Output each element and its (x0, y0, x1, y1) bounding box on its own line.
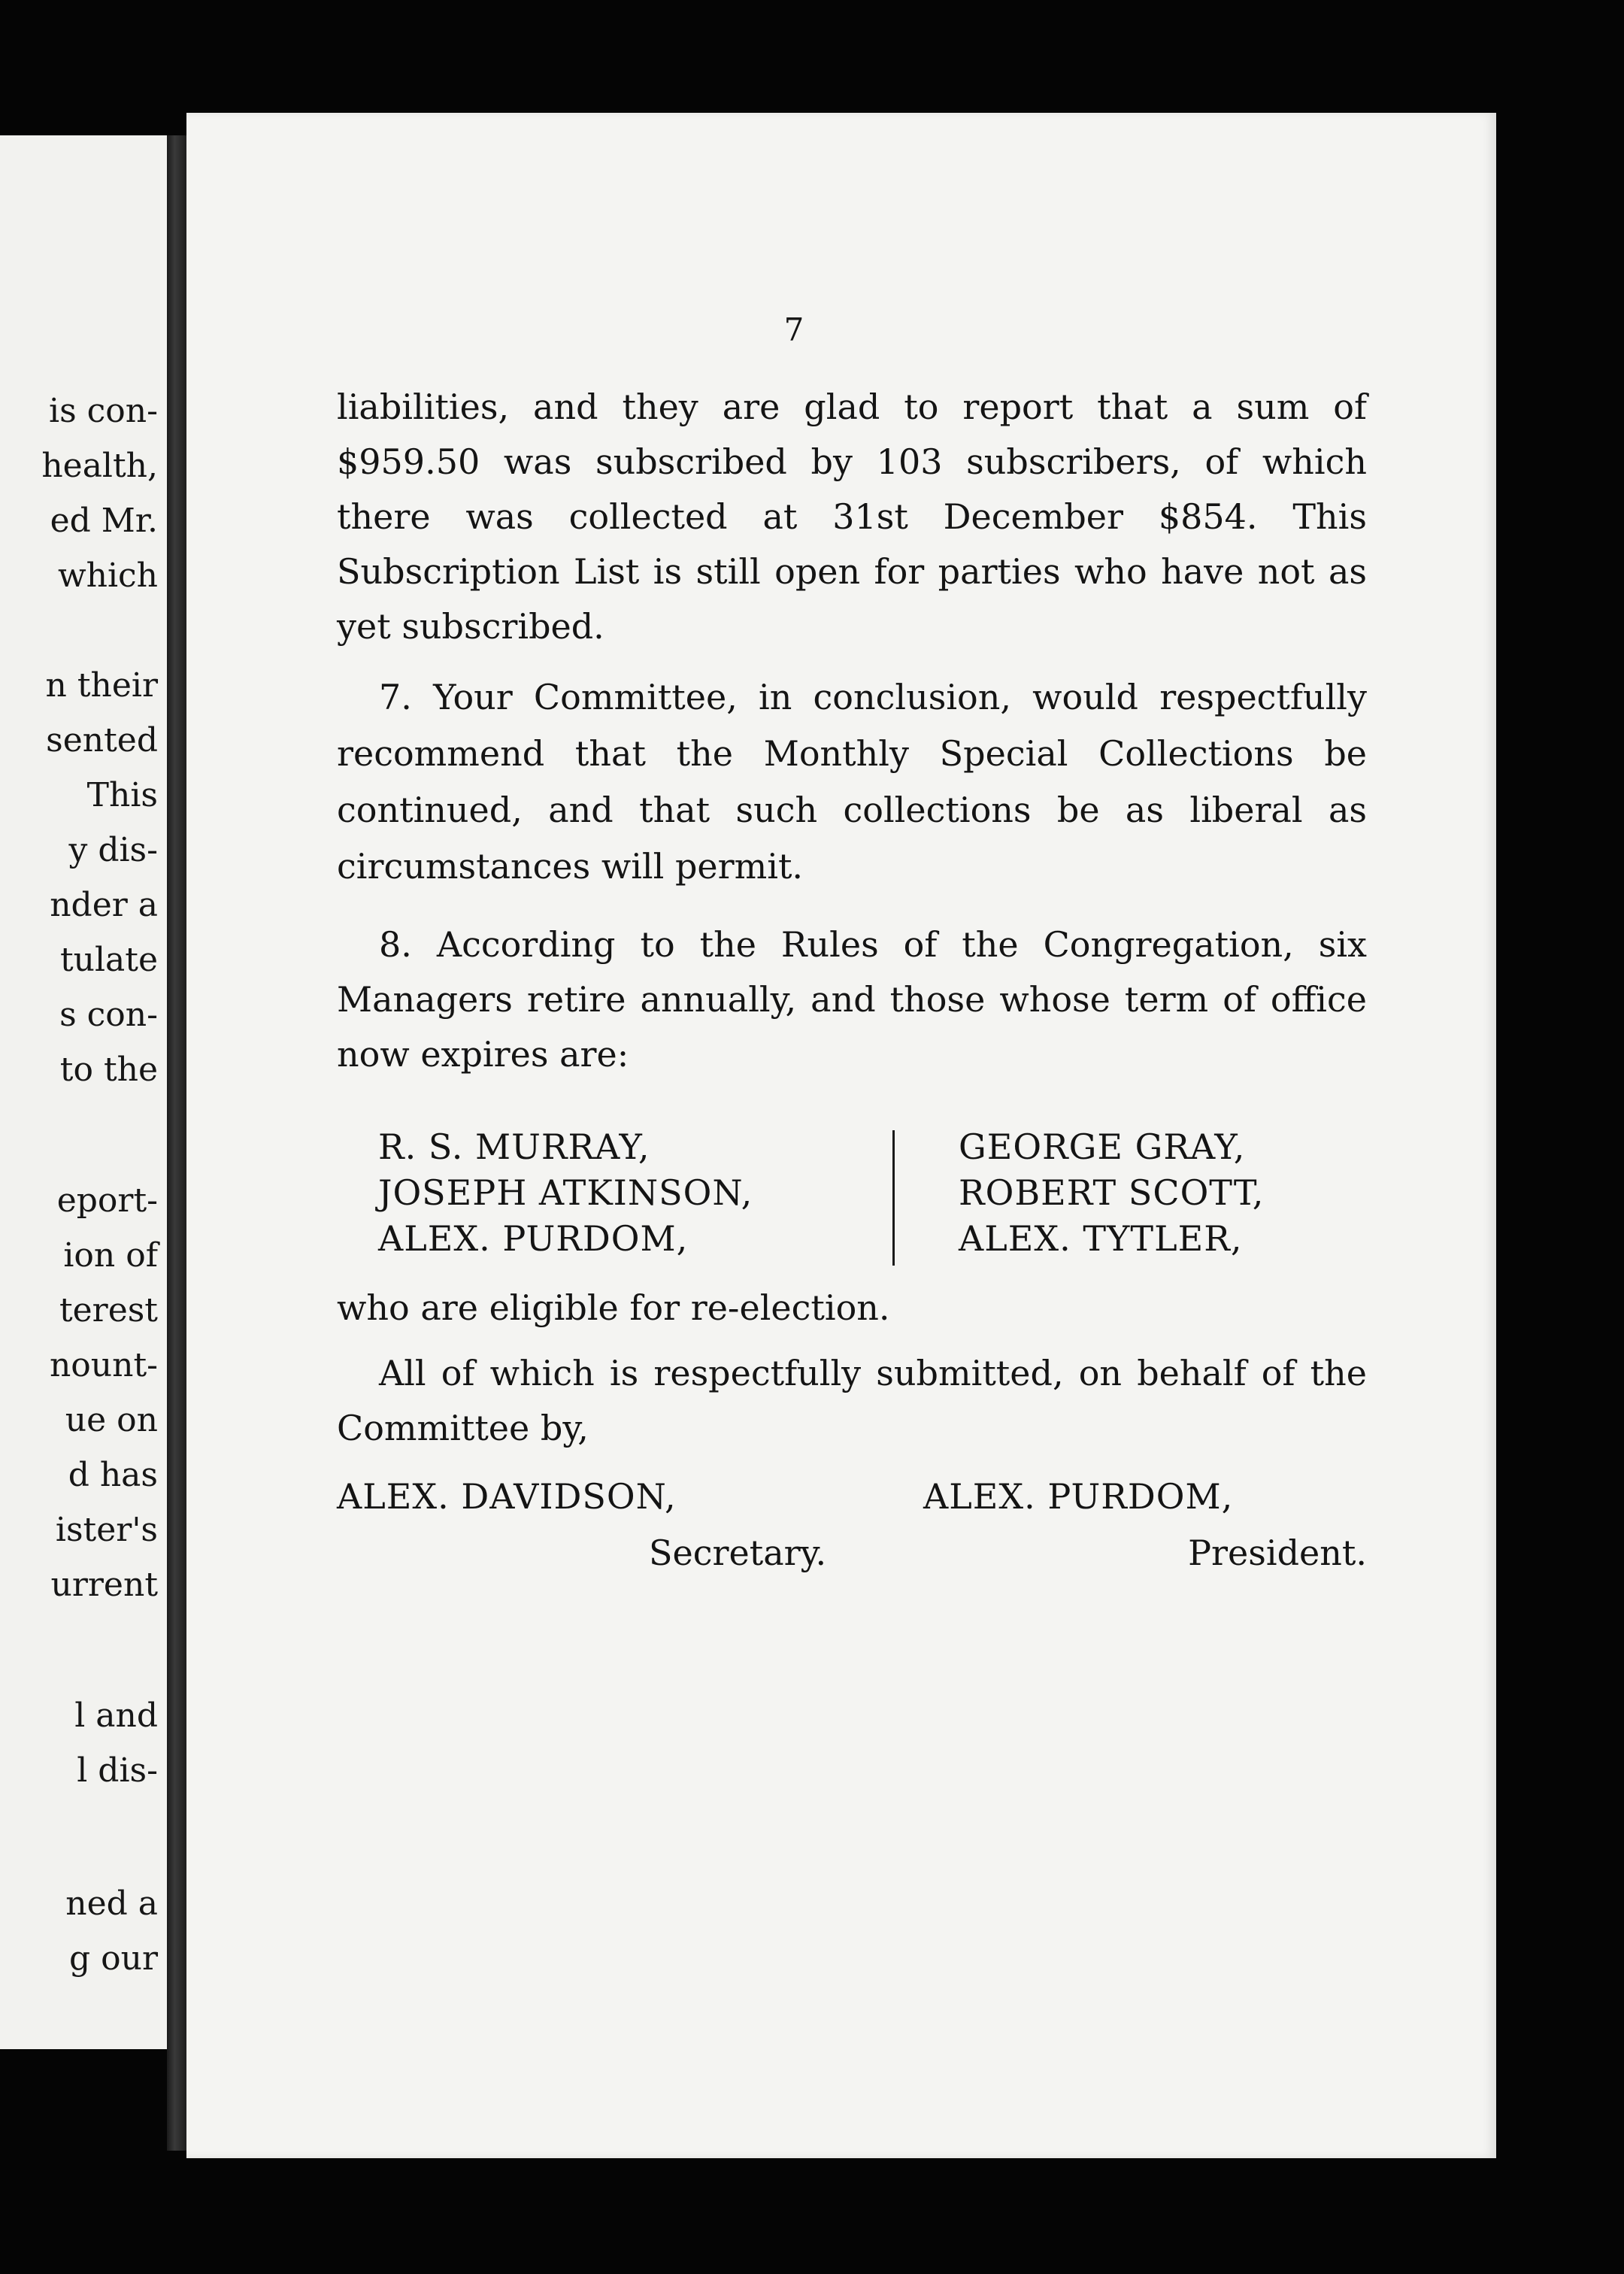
secretary-title: Secretary. (649, 1533, 827, 1573)
book-gutter (167, 135, 186, 2151)
left-line: ue on (65, 1401, 158, 1439)
page-number: 7 (783, 311, 804, 348)
report-body (337, 1346, 1367, 1456)
left-line: g our (68, 1939, 158, 1978)
report-body (337, 917, 1367, 1082)
manager-name: R. S. MURRAY, (378, 1126, 650, 1167)
signature-names (337, 1476, 1367, 1531)
left-line: health, (41, 447, 158, 485)
manager-name: ALEX. TYTLER, (959, 1218, 1243, 1259)
left-line: This (86, 776, 158, 814)
left-line: terest (59, 1291, 158, 1330)
submission-paragraph: All of which is respectfully submitted, on behalf of the Committee by, (337, 1353, 1367, 1448)
left-line: sented (46, 721, 158, 760)
left-line: ister's (55, 1511, 158, 1549)
manager-name: ALEX. PURDOM, (378, 1218, 689, 1259)
retiring-managers (378, 1124, 1371, 1271)
left-line: to the (59, 1051, 158, 1089)
left-line: d has (68, 1456, 158, 1494)
managers-left-column (378, 1124, 753, 1262)
paragraph-subscription: liabilities, and they are glad to report that a sum of $959.50 was subscribed by 103 subscribers, of which there was collected at 31st December $854. This Subscription List is still open for parties who have not as yet subscribed. (337, 387, 1367, 647)
manager-name: JOSEPH ATKINSON, (378, 1172, 753, 1213)
left-line: ion of (63, 1236, 158, 1275)
signature-titles (337, 1533, 1367, 1587)
left-line: nder a (50, 886, 158, 924)
left-line: y dis- (68, 831, 158, 869)
secretary-name: ALEX. DAVIDSON, (337, 1476, 677, 1517)
left-line: ed Mr. (50, 502, 158, 540)
paragraph-7-recommendation: 7. Your Committee, in conclusion, would respectfully recommend that the Monthly Special Collections be continued, and that such collections be as liberal as circumstances will permit. (337, 677, 1367, 887)
manager-name: GEORGE GRAY, (959, 1126, 1246, 1167)
paragraph-8-managers: 8. According to the Rules of the Congregation, six Managers retire annually, and those whose term of office now expires are: (337, 924, 1367, 1075)
left-line: tulate (59, 941, 158, 979)
left-line: l and (74, 1696, 158, 1735)
left-line: urrent (50, 1566, 158, 1604)
managers-right-column (959, 1124, 1264, 1262)
left-line: ned a (65, 1884, 158, 1923)
left-page-fragment (0, 135, 170, 2049)
left-line: which (57, 556, 158, 595)
president-name: ALEX. PURDOM, (923, 1476, 1234, 1517)
eligibility-line: who are eligible for re-election. (337, 1287, 890, 1328)
left-line: s con- (59, 996, 158, 1034)
manager-name: ROBERT SCOTT, (959, 1172, 1265, 1213)
column-divider (892, 1130, 895, 1266)
president-title: President. (1188, 1533, 1367, 1573)
left-line: n their (45, 666, 158, 705)
left-line: eport- (56, 1181, 158, 1220)
report-body (337, 669, 1367, 895)
report-body (337, 1281, 1367, 1336)
left-line: is con- (49, 392, 158, 430)
left-line: l dis- (77, 1751, 158, 1790)
left-line: nount- (49, 1346, 158, 1384)
right-page (186, 113, 1496, 2158)
report-body (337, 380, 1367, 654)
